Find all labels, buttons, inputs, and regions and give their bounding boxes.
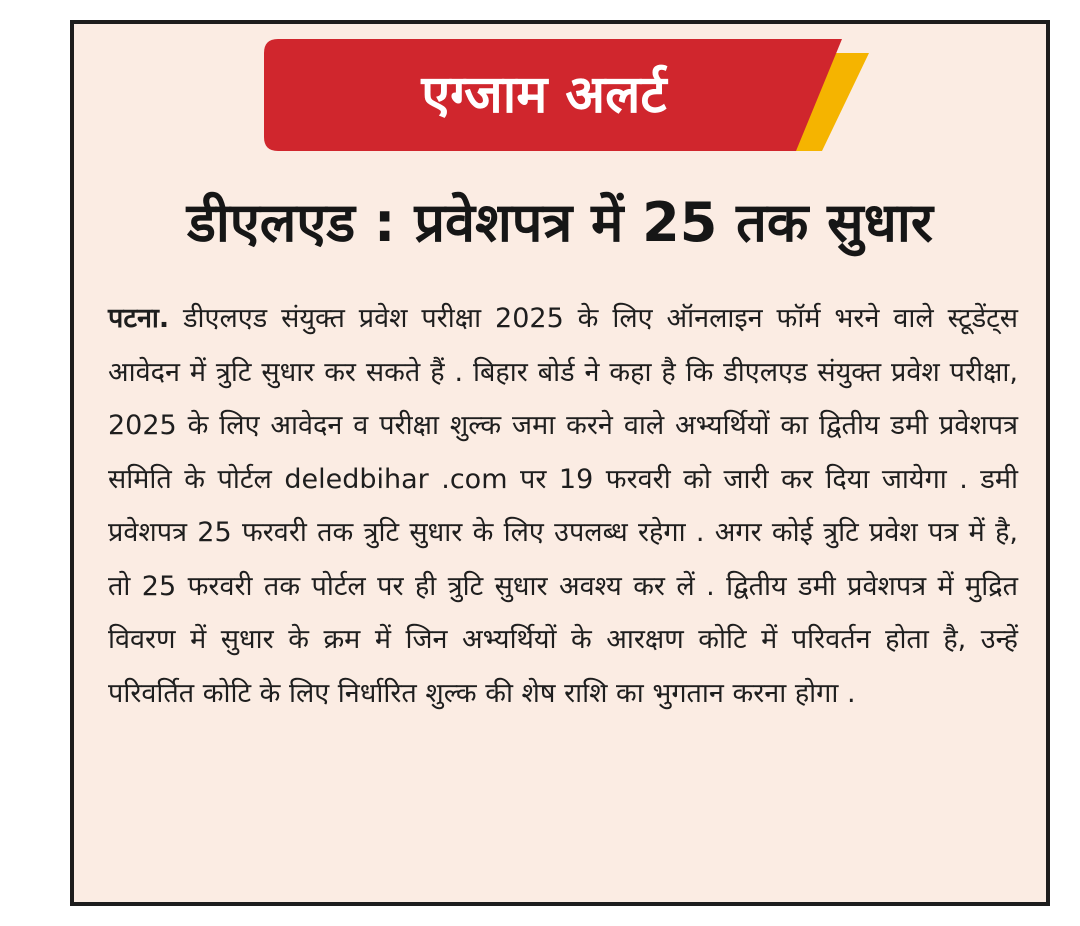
- dateline: पटना.: [108, 303, 170, 334]
- headline: डीएलएड : प्रवेशपत्र में 25 तक सुधार: [187, 191, 933, 254]
- article-text: डीएलएड संयुक्त प्रवेश परीक्षा 2025 के लिए ऑनलाइन फॉर्म भरने वाले स्टूडेंट्स आवेदन में त्रुटि सुधार कर सकते हैं . बिहार बोर्ड ने कहा है कि डीएलएड संयुक्त प्रवेश परीक्षा, 2025 के लिए आवेदन व परीक्षा शुल्क जमा करने वाले अभ्यर्थियों का द्वितीय डमी प्रवेशपत्र समिति के पोर्टल deledbihar .com पर 19 फरवरी को जारी कर दिया जायेगा . डमी प्रवेशपत्र 25 फरवरी तक त्रुटि सुधार के लिए उपलब्ध रहेगा . अगर कोई त्रुटि प्रवेश पत्र में है, तो 25 फरवरी तक पोर्टल पर ही त्रुटि सुधार अवश्य कर लें . द्वितीय डमी प्रवेशपत्र में मुद्रित विवरण में सुधार के क्रम में जिन अभ्यर्थियों के आरक्षण कोटि में परिवर्तन होता है, उन्हें परिवर्तित कोटि के लिए निर्धारित शुल्क की शेष राशि का भुगतान करना होगा .: [108, 303, 1018, 709]
- article-body: [108, 292, 1018, 720]
- exam-alert-banner: [264, 39, 869, 155]
- news-clipping: [70, 20, 1050, 906]
- banner-label: एग्जाम अलर्ट: [421, 65, 667, 125]
